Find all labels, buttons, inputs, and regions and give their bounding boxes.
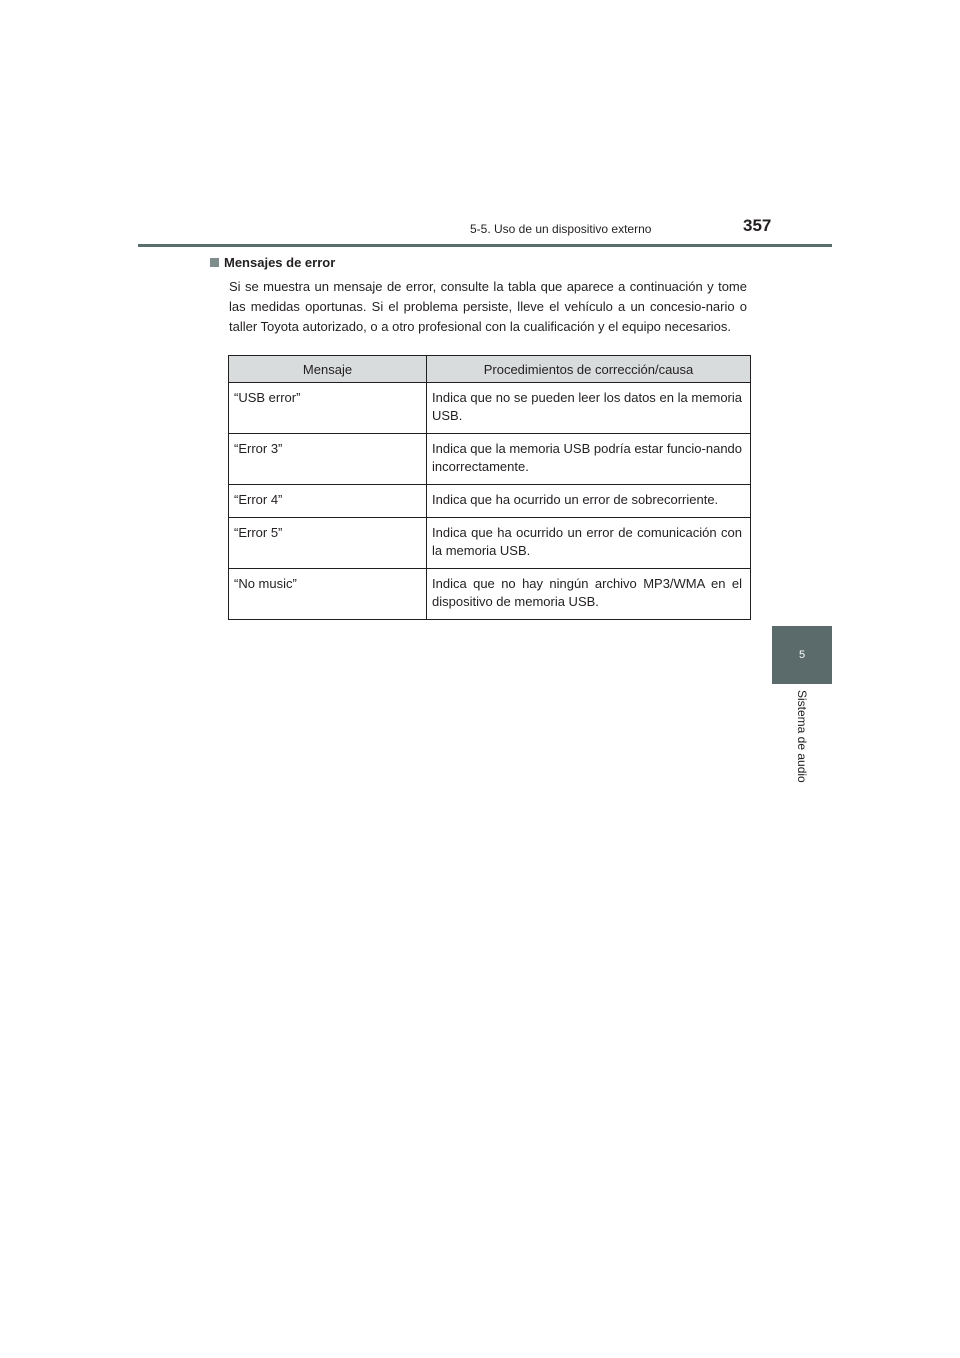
square-bullet-icon: [210, 258, 219, 267]
table-row: [229, 485, 751, 518]
table-cell-cause: Indica que no hay ningún archivo MP3/WMA en el dispositivo de memoria USB.: [427, 569, 751, 620]
chapter-side-label-text: Sistema de audio: [795, 690, 809, 783]
table-cell-message: “USB error”: [229, 383, 427, 434]
table-cell-message: “Error 3”: [229, 434, 427, 485]
error-messages-table: [228, 355, 751, 620]
table-header-row: [229, 356, 751, 383]
table-cell-cause: Indica que la memoria USB podría estar funcio-nando incorrectamente.: [427, 434, 751, 485]
table-header-cause: Procedimientos de corrección/causa: [427, 356, 751, 383]
table-header-message: Mensaje: [229, 356, 427, 383]
table-cell-cause: Indica que ha ocurrido un error de comunicación con la memoria USB.: [427, 518, 751, 569]
table-cell-message: “Error 4”: [229, 485, 427, 518]
table-row: [229, 518, 751, 569]
table-row: [229, 569, 751, 620]
page-number: 357: [743, 216, 772, 235]
header-rule: [138, 244, 832, 247]
table-cell-message: “No music”: [229, 569, 427, 620]
table-cell-cause: Indica que ha ocurrido un error de sobrecorriente.: [427, 485, 751, 518]
section-heading-text: Mensajes de error: [224, 255, 336, 270]
table-cell-cause: Indica que no se pueden leer los datos en la memoria USB.: [427, 383, 751, 434]
chapter-tab-number: 5: [798, 649, 806, 661]
table-row: [229, 434, 751, 485]
chapter-tab: [772, 626, 832, 684]
header-section-title: 5-5. Uso de un dispositivo externo: [470, 222, 652, 236]
section-heading: [210, 255, 335, 270]
table-row: [229, 383, 751, 434]
chapter-side-label: [775, 690, 815, 794]
section-paragraph: Si se muestra un mensaje de error, consulte la tabla que aparece a continuación y tome las medidas oportunas. Si el problema persiste, lleve el vehículo a un concesio-nario o taller Toyota autorizado, o a otro profesional con la cualificación y el equipo necesarios.: [229, 279, 747, 334]
table-cell-message: “Error 5”: [229, 518, 427, 569]
